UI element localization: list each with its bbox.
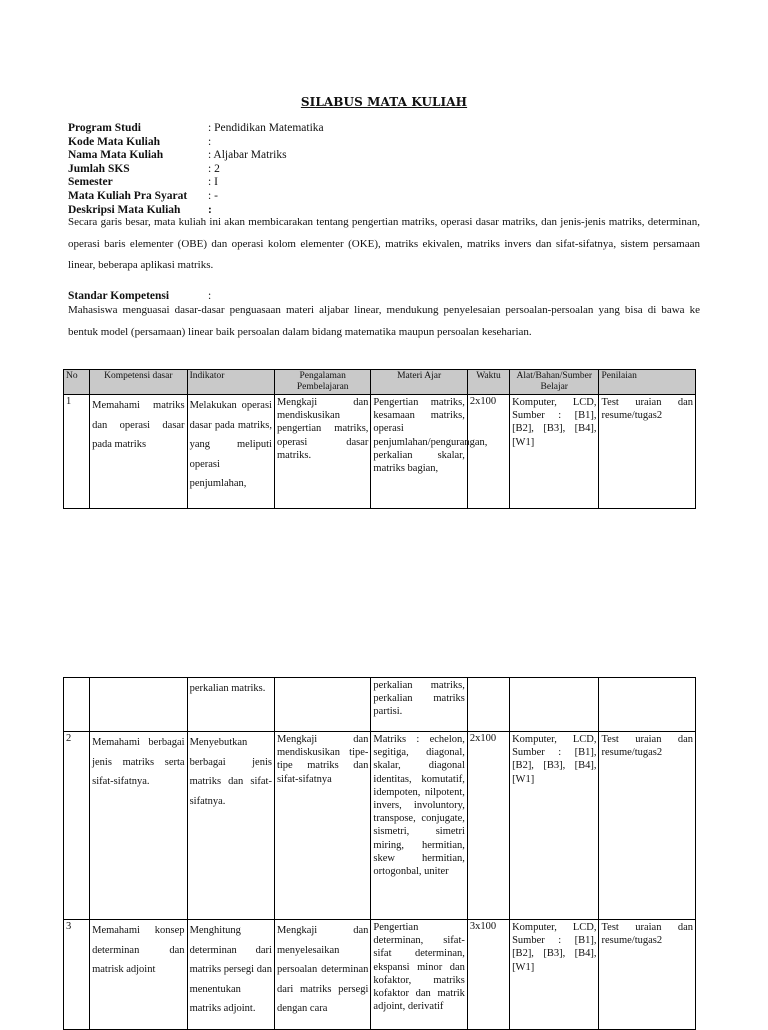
cell-waktu [467,678,509,732]
course-description: Secara garis besar, mata kuliah ini akan membicarakan tentang pengertian matriks, operasi dasar matriks, dan jenis-jenis matriks, determinan, operasi baris elementer (OBE) dan operasi kolom elementer (OKE), matriks ekivalen, matriks invers dan sifat-sifatnya, sistem persamaan linear, beberapa aplikasi matriks. [68,216,700,271]
cell-kompetensi: Memahami matriks dan operasi dasar pada matriks [90,395,187,509]
cell-pengalaman: Mengkaji dan mendiskusikan pengertian matriks, operasi dasar matriks. [274,395,370,509]
info-row-program [68,122,324,136]
cell-no: 3 [64,920,90,1030]
cell-penilaian: Test uraian dan resume/tugas2 [599,920,696,1030]
info-row-kode [68,136,324,150]
header-no: No [64,370,90,395]
cell-pengalaman: Mengkaji dan menyelesaikan persoalan determinan dari matriks persegi dengan cara [274,920,370,1030]
cell-materi: Pengertian determinan, sifat-sifat determinan, ekspansi minor dan kofaktor, matriks kofaktor dan matrik adjoint, derivatif [371,920,467,1030]
info-value: : - [208,189,218,202]
info-row-prasyarat [68,190,324,204]
header-waktu: Waktu [467,370,509,395]
info-value: : I [208,176,218,189]
info-label: Jumlah SKS [68,162,130,175]
header-indikator: Indikator [187,370,274,395]
cell-pengalaman: Mengkaji dan mendiskusikan tipe-tipe matriks dan sifat-sifatnya [274,732,370,920]
syllabus-table-page2 [63,677,696,1030]
cell-no [64,678,90,732]
table-row [64,920,696,1030]
cell-indikator: Melakukan operasi dasar pada matriks, yang meliputi operasi penjumlahan, [187,395,274,509]
cell-penilaian: Test uraian dan resume/tugas2 [599,732,696,920]
cell-waktu: 3x100 [467,920,509,1030]
course-info [68,122,324,217]
header-materi: Materi Ajar [371,370,467,395]
info-value: : [208,203,212,216]
cell-alat: Komputer, LCD, Sumber : [B1], [B2], [B3], [B4], [W1] [510,395,599,509]
header-kompetensi: Kompetensi dasar [90,370,187,395]
cell-alat: Komputer, LCD, Sumber : [B1], [B2], [B3], [B4], [W1] [510,920,599,1030]
cell-pengalaman [274,678,370,732]
document-title: SILABUS MATA KULIAH [300,95,468,109]
table-row [64,732,696,920]
cell-alat: Komputer, LCD, Sumber : [B1], [B2], [B3], [B4], [W1] [510,732,599,920]
info-label: Semester [68,176,113,189]
standard-colon: : [208,290,212,302]
cell-alat [510,678,599,732]
header-alat: Alat/Bahan/Sumber Belajar [510,370,599,395]
cell-penilaian [599,678,696,732]
cell-waktu: 2x100 [467,732,509,920]
cell-no: 2 [64,732,90,920]
info-row-sks [68,163,324,177]
header-penilaian: Penilaian [599,370,696,395]
standard-label: Standar Kompetensi [68,290,170,302]
info-label: Program Studi [68,122,141,134]
cell-indikator: Menyebutkan berbagai jenis matriks dan sifat-sifatnya. [187,732,274,920]
cell-waktu: 2x100 [467,395,509,509]
info-row-semester [68,176,324,190]
cell-materi: Pengertian matriks, kesamaan matriks, operasi penjumlahan/pengurangan, perkalian skalar, matriks bagian, [371,395,467,509]
info-value: : 2 [208,162,220,175]
cell-kompetensi: Memahami berbagai jenis matriks serta sifat-sifatnya. [90,732,187,920]
info-label: Deskripsi Mata Kuliah [68,203,181,216]
table-row [64,678,696,732]
standard-text: Mahasiswa menguasai dasar-dasar penguasaan materi aljabar linear, mendukung penyelesaian persoalan-persoalan yang bisa di bawa ke bentuk model (persamaan) linear baik persoalan dalam bidang matematika maupun persoalan keseharian. [68,304,700,338]
cell-materi: Matriks : echelon, segitiga, diagonal, skalar, diagonal identitas, komutatif, idempoten, nilpotent, invers, involuntory, transpose, conjugate, sismetri, simetri miring, hermitian, skew hermitian, ortogonbal, uniter [371,732,467,920]
info-value: : [208,135,212,148]
header-pengalaman: Pengalaman Pembelajaran [274,370,370,395]
syllabus-table-page1 [63,369,696,509]
info-label: Mata Kuliah Pra Syarat [68,189,188,202]
cell-kompetensi [90,678,187,732]
cell-kompetensi: Memahami konsep determinan dan matrisk adjoint [90,920,187,1030]
cell-materi: perkalian matriks, perkalian matriks partisi. [371,678,467,732]
info-label: Nama Mata Kuliah [68,149,164,162]
cell-indikator: Menghitung determinan dari matriks persegi dan menentukan matriks adjoint. [187,920,274,1030]
info-label: Kode Mata Kuliah [68,135,161,148]
info-value: : Pendidikan Matematika [208,122,324,134]
table-header-row [64,370,696,395]
table-row [64,395,696,509]
cell-indikator: perkalian matriks. [187,678,274,732]
info-value: : Aljabar Matriks [208,149,287,162]
info-row-nama [68,149,324,163]
cell-no: 1 [64,395,90,509]
cell-penilaian: Test uraian dan resume/tugas2 [599,395,696,509]
